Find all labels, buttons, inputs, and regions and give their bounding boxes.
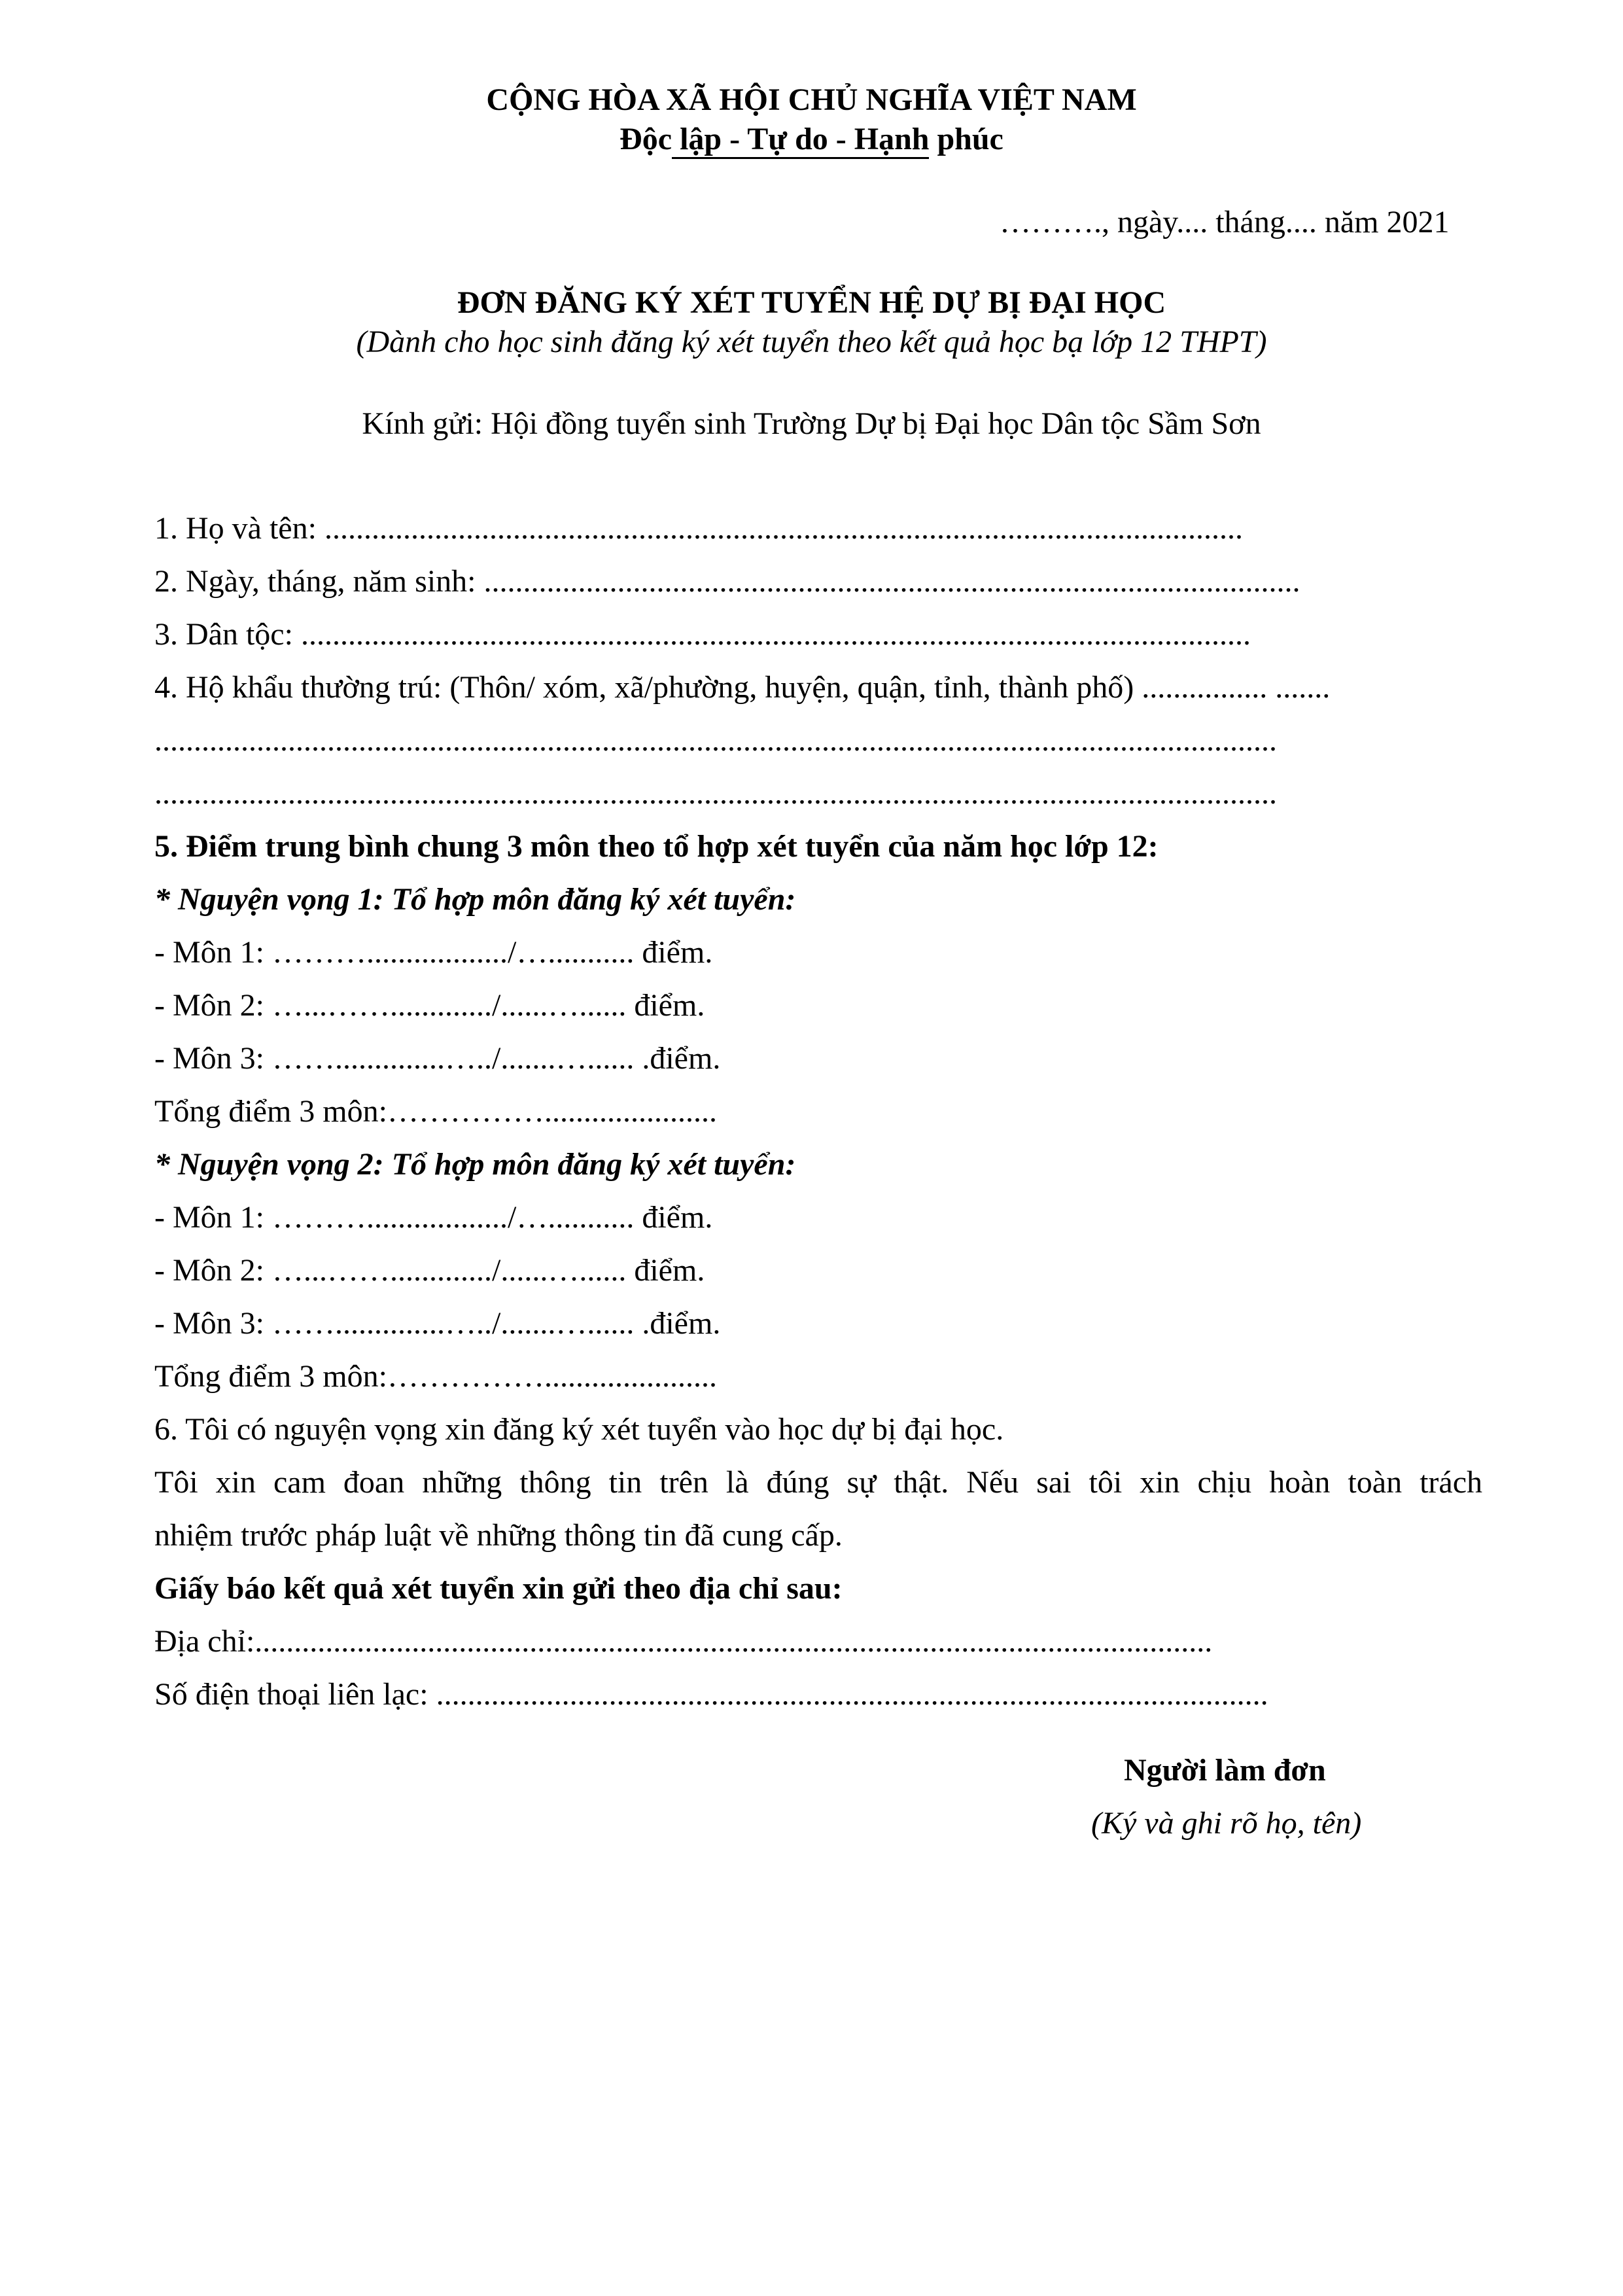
country-heading: CỘNG HÒA XÃ HỘI CHỦ NGHĨA VIỆT NAM: [486, 82, 1137, 117]
date-line: ………., ngày.... tháng.... năm 2021: [1000, 205, 1450, 239]
notice-heading: Giấy báo kết quả xét tuyển xin gửi theo địa chỉ sau:: [154, 1571, 843, 1606]
item6: 6. Tôi có nguyện vọng xin đăng ký xét tuyển vào học dự bị đại học.: [154, 1412, 1004, 1447]
motto-underlined: lập - Tự do - Hạnh: [672, 122, 929, 159]
nv1-total[interactable]: Tổng điểm 3 môn:……………......................: [154, 1094, 717, 1129]
motto-suffix: phúc: [929, 122, 1003, 156]
form-title: ĐƠN ĐĂNG KÝ XÉT TUYỂN HỆ DỰ BỊ ĐẠI HỌC: [457, 285, 1166, 320]
field-residence-line3[interactable]: ...............................................................................................................................................: [154, 776, 1277, 811]
pledge-line1: Tôi xin cam đoan những thông tin trên là đúng sự thật. Nếu sai tôi xin chịu hoàn toàn trách: [154, 1465, 1482, 1500]
field-ethnicity[interactable]: 3. Dân tộc: .........................................................................................................................: [154, 617, 1251, 652]
recipient: Kính gửi: Hội đồng tuyển sinh Trường Dự bị Đại học Dân tộc Sầm Sơn: [362, 406, 1261, 441]
form-subtitle: (Dành cho học sinh đăng ký xét tuyển theo kết quả học bạ lớp 12 THPT): [356, 325, 1267, 359]
nv2-heading: * Nguyện vọng 2: Tổ hợp môn đăng ký xét tuyển:: [154, 1147, 796, 1182]
nv2-total[interactable]: Tổng điểm 3 môn:……………......................: [154, 1359, 717, 1394]
field-address[interactable]: Địa chỉ:..........................................................................................................................: [154, 1624, 1213, 1659]
field-phone[interactable]: Số điện thoại liên lạc: ..........................................................................................................: [154, 1677, 1268, 1712]
field-dob[interactable]: 2. Ngày, tháng, năm sinh: ........................................................................................................: [154, 564, 1300, 599]
signature-note: (Ký và ghi rõ họ, tên): [1091, 1806, 1362, 1841]
nv1-heading: * Nguyện vọng 1: Tổ hợp môn đăng ký xét tuyển:: [154, 882, 796, 917]
nv1-mon1[interactable]: - Môn 1: ………................../…........... điểm.: [154, 935, 713, 970]
field-residence-line2[interactable]: ...............................................................................................................................................: [154, 723, 1277, 758]
pledge-line2: nhiệm trước pháp luật về những thông tin đã cung cấp.: [154, 1518, 843, 1553]
nv2-mon3[interactable]: - Môn 3: ……..............…../.......…...... .điểm.: [154, 1306, 721, 1341]
nv2-mon1[interactable]: - Môn 1: ………................../…........... điểm.: [154, 1200, 713, 1235]
motto-prefix: Độc: [620, 122, 672, 156]
section5-heading: 5. Điểm trung bình chung 3 môn theo tổ hợp xét tuyển của năm học lớp 12:: [154, 829, 1159, 864]
field-name[interactable]: 1. Họ và tên: .....................................................................................................................: [154, 511, 1243, 546]
motto: [0, 120, 1623, 159]
field-residence[interactable]: 4. Hộ khẩu thường trú: (Thôn/ xóm, xã/phường, huyện, quận, tỉnh, thành phố) ................ .......: [154, 670, 1331, 705]
nv1-mon2[interactable]: - Môn 2: …...……............./......…...... điểm.: [154, 988, 705, 1023]
signature-label: Người làm đơn: [1124, 1753, 1326, 1788]
nv2-mon2[interactable]: - Môn 2: …...……............./......…...... điểm.: [154, 1253, 705, 1288]
nv1-mon3[interactable]: - Môn 3: ……..............…../.......…...... .điểm.: [154, 1041, 721, 1076]
